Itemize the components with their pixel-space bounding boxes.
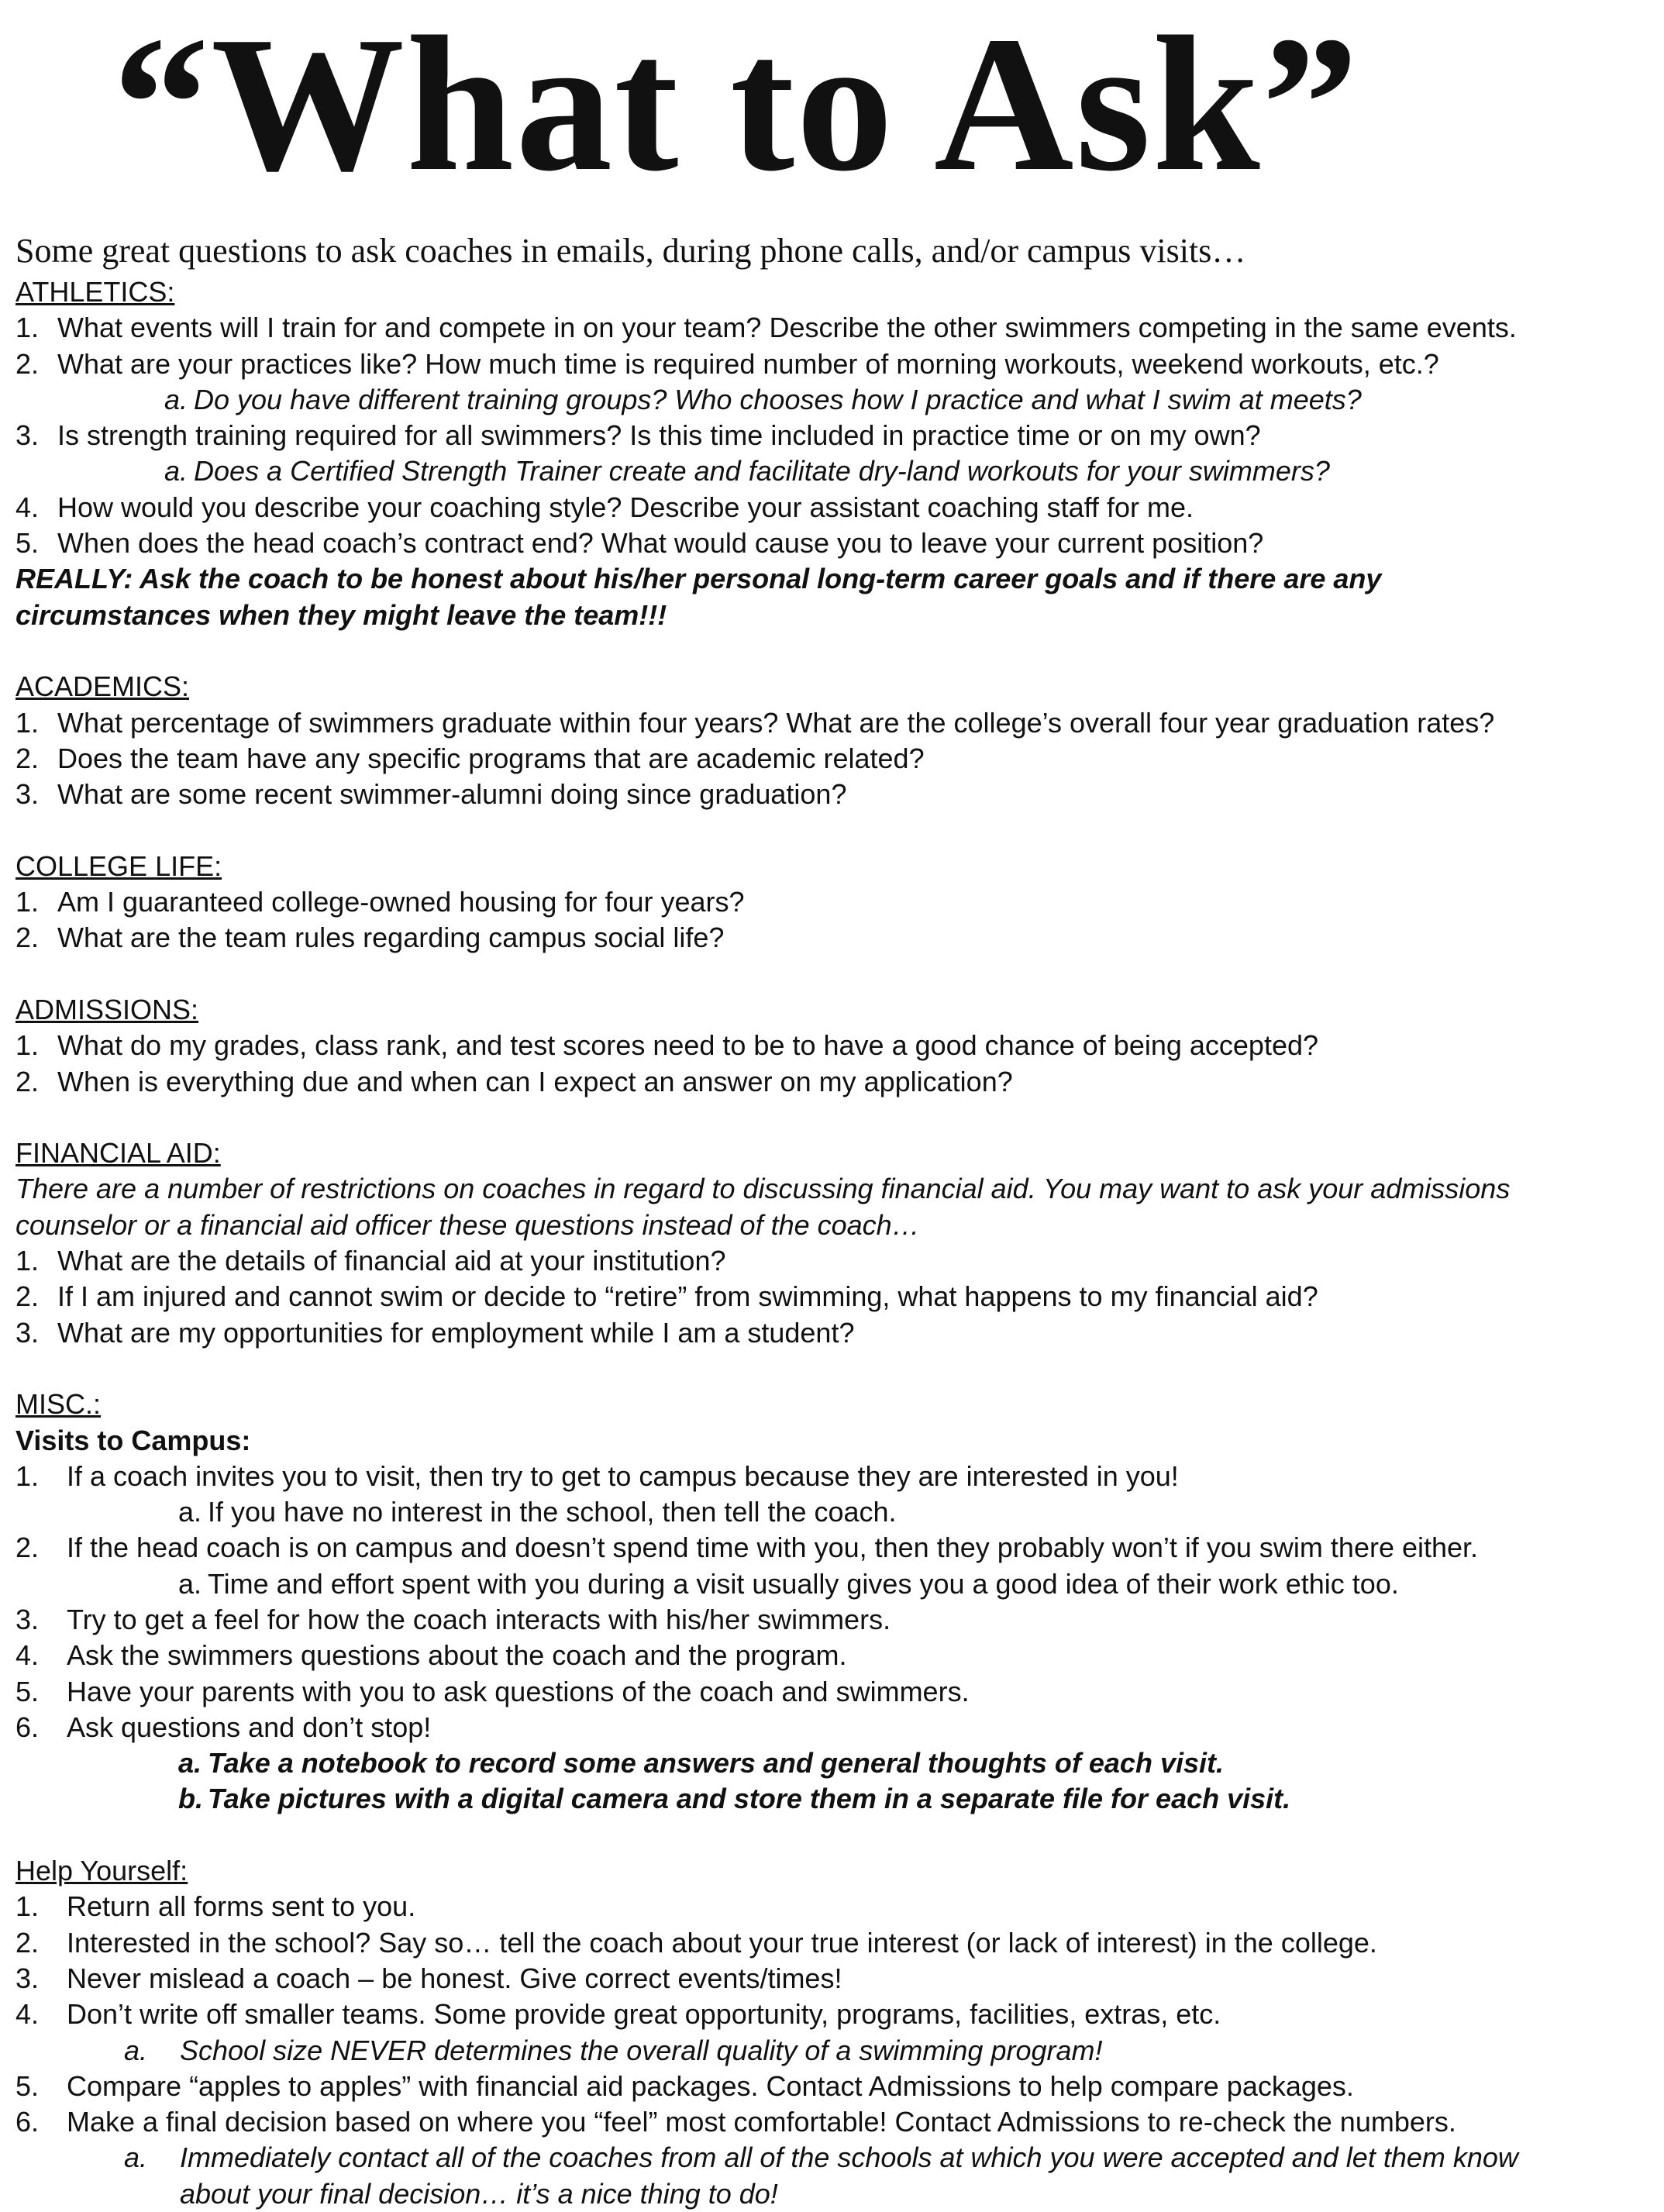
sub-list-item: a. Time and effort spent with you during a visit usually gives you a good idea of their work ethic too. — [178, 1567, 1399, 1600]
sub-list-item: a. Take a notebook to record some answers and general thoughts of each visit. — [178, 1747, 1224, 1780]
list-item: 1. What percentage of swimmers graduate within four years? What are the college’s overall four year graduation rates? — [16, 706, 1495, 739]
list-item: 1. What do my grades, class rank, and test scores need to be to have a good chance of being accepted? — [16, 1029, 1319, 1062]
sub-list-item-continuation: about your final decision… it’s a nice thing to do! — [180, 2177, 778, 2210]
list-item: 6. Make a final decision based on where you “feel” most comfortable! Contact Admissions to re-check the numbers. — [16, 2106, 1456, 2138]
list-item: 3. Is strength training required for all swimmers? Is this time included in practice time or on my own? — [16, 419, 1261, 452]
list-item: 3. What are some recent swimmer-alumni doing since graduation? — [16, 778, 847, 811]
list-item: 1. If a coach invites you to visit, then try to get to campus because they are interested in you! — [16, 1459, 1179, 1492]
list-item: 3. What are my opportunities for employment while I am a student? — [16, 1316, 855, 1349]
spacer — [16, 1351, 1664, 1387]
intro-text: Some great questions to ask coaches in emails, during phone calls, and/or campus visits… — [16, 232, 1246, 270]
athletics-heading: ATHLETICS: — [16, 276, 175, 308]
sub-list-item: a. If you have no interest in the school, then tell the coach. — [178, 1496, 897, 1528]
college-life-heading: COLLEGE LIFE: — [16, 849, 222, 882]
list-item: 4. Don’t write off smaller teams. Some provide great opportunity, programs, facilities, extras, etc. — [16, 1998, 1221, 2031]
help-yourself-heading: Help Yourself: — [16, 1855, 188, 1887]
list-item: 2. If I am injured and cannot swim or decide to “retire” from swimming, what happens to my financial aid? — [16, 1280, 1318, 1313]
page-title: “What to Ask” — [112, 0, 1360, 212]
really-note-line-2: circumstances when they might leave the team!!! — [16, 598, 667, 631]
sub-list-item: a. Do you have different training groups? Who chooses how I practice and what I swim at meets? — [164, 383, 1362, 415]
list-item: 4. How would you describe your coaching style? Describe your assistant coaching staff for me. — [16, 491, 1194, 523]
misc-heading: MISC.: — [16, 1388, 102, 1421]
spacer — [16, 812, 1664, 848]
really-note-line-1: REALLY: Ask the coach to be honest about his/her personal long-term career goals and if there are any — [16, 563, 1382, 595]
sub-list-item: a. School size NEVER determines the overall quality of a swimming program! — [124, 2034, 1103, 2066]
sub-list-item: a. Immediately contact all of the coaches from all of the schools at which you were accepted and let them know — [124, 2141, 1518, 2174]
list-item: 1. What are the details of financial aid at your institution? — [16, 1245, 726, 1277]
list-item: 2. Interested in the school? Say so… tell the coach about your true interest (or lack of interest) in the college. — [16, 1926, 1377, 1959]
list-item: 5. Compare “apples to apples” with financial aid packages. Contact Admissions to help compare packages. — [16, 2069, 1354, 2102]
spacer — [16, 1100, 1664, 1135]
list-item: 1. What events will I train for and compete in on your team? Describe the other swimmers competing in the same events. — [16, 312, 1517, 344]
list-item: 6. Ask questions and don’t stop! — [16, 1711, 432, 1743]
list-item: 1. Return all forms sent to you. — [16, 1890, 416, 1923]
list-item: 2. What are the team rules regarding campus social life? — [16, 922, 725, 954]
sub-list-item: b. Take pictures with a digital camera and store them in a separate file for each visit. — [178, 1783, 1291, 1815]
spacer — [16, 956, 1664, 992]
financial-aid-note-line-2: counselor or a financial aid officer these questions instead of the coach… — [16, 1208, 920, 1241]
list-item: 4. Ask the swimmers questions about the coach and the program. — [16, 1639, 847, 1672]
spacer — [16, 633, 1664, 669]
spacer — [16, 1817, 1664, 1853]
list-item: 3. Try to get a feel for how the coach interacts with his/her swimmers. — [16, 1603, 891, 1635]
document-body — [16, 274, 1664, 2212]
list-item: 2. When is everything due and when can I expect an answer on my application? — [16, 1065, 1013, 1097]
list-item: 5. When does the head coach’s contract end? What would cause you to leave your current position? — [16, 527, 1264, 560]
list-item: 2. What are your practices like? How much time is required number of morning workouts, weekend workouts, etc.? — [16, 347, 1439, 380]
financial-aid-heading: FINANCIAL AID: — [16, 1137, 221, 1170]
list-item: 2. If the head coach is on campus and doesn’t spend time with you, then they probably won’t if you swim there either. — [16, 1532, 1479, 1564]
admissions-heading: ADMISSIONS: — [16, 993, 199, 1025]
academics-heading: ACADEMICS: — [16, 670, 190, 703]
list-item: 2. Does the team have any specific programs that are academic related? — [16, 742, 925, 774]
financial-aid-note-line-1: There are a number of restrictions on coaches in regard to discussing financial aid. You may want to ask your admissions — [16, 1173, 1511, 1205]
list-item: 5. Have your parents with you to ask questions of the coach and swimmers. — [16, 1675, 970, 1707]
visits-subheading: Visits to Campus: — [16, 1424, 251, 1456]
sub-list-item: a. Does a Certified Strength Trainer create and facilitate dry-land workouts for your swimmers? — [164, 455, 1330, 488]
list-item: 3. Never mislead a coach – be honest. Give correct events/times! — [16, 1962, 842, 1994]
list-item: 1. Am I guaranteed college-owned housing for four years? — [16, 886, 745, 918]
